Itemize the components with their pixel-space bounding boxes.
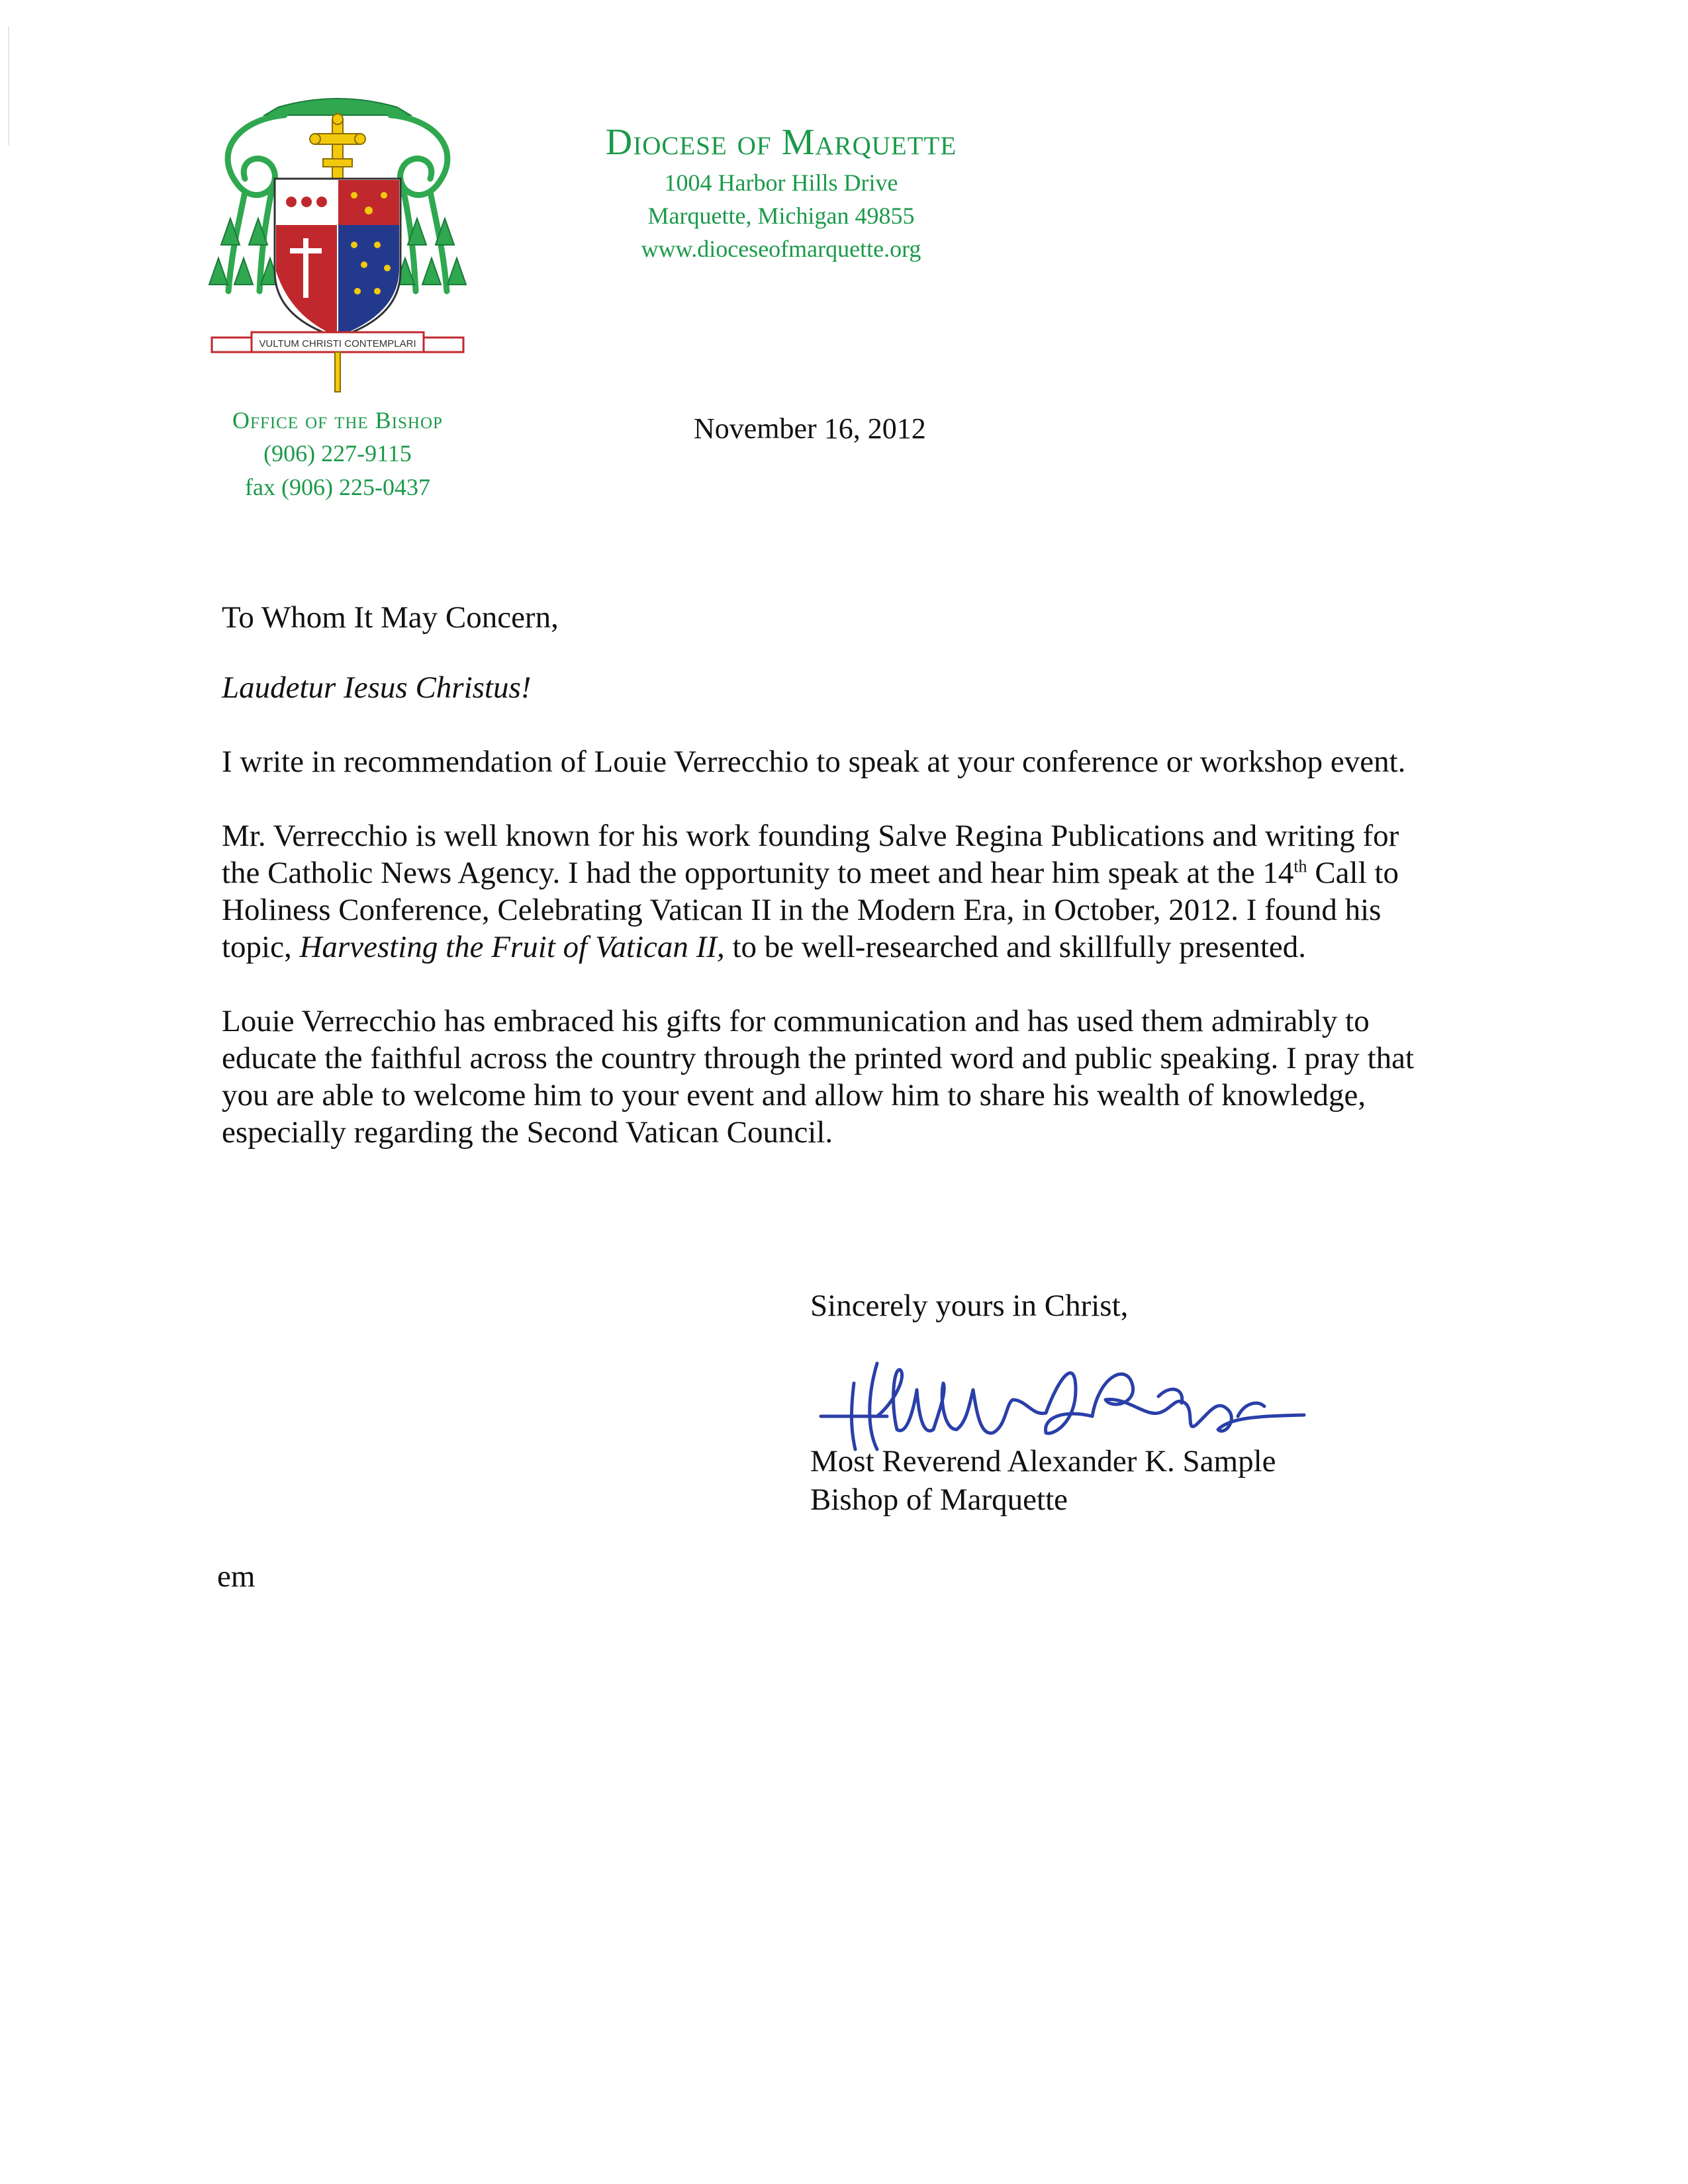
paragraph-2-part-3: to be well-researched and skillfully presented. (724, 930, 1307, 964)
paragraph-2-part-2: Call to Holiness Conference, Celebrating Vatican II in the Modern Era, in October, 2012. I found his topic, (222, 856, 1399, 964)
page-edge-mark (8, 26, 9, 146)
letter-body (222, 599, 1433, 1188)
office-phone: (906) 227-9115 (263, 440, 412, 467)
website-link[interactable]: www.dioceseofmarquette.org (641, 236, 921, 263)
salutation: To Whom It May Concern, (222, 600, 559, 635)
signer-title: Bishop of Marquette (810, 1482, 1068, 1517)
fleur-de-lis-marks (286, 197, 327, 207)
signer-name: Most Reverend Alexander K. Sample (810, 1444, 1276, 1479)
motto-text: VULTUM CHRISTI CONTEMPLARI (259, 338, 416, 349)
paragraph-2-part-1: Mr. Verrecchio is well known for his work founding Salve Regina Publications and writing for the Catholic News Agency. I had the opportunity to meet and hear him speak at the 14 (222, 819, 1399, 890)
typist-initials: em (217, 1559, 256, 1594)
latin-greeting: Laudetur Iesus Christus! (222, 670, 532, 705)
motto-ribbon (212, 332, 463, 352)
diocese-name: Diocese of Marquette (605, 122, 957, 163)
talk-title: Harvesting the Fruit of Vatican II, (299, 930, 725, 964)
shield (275, 179, 400, 338)
coat-of-arms-icon (199, 93, 477, 397)
paragraph-3: Louie Verrecchio has embraced his gifts for communication and has used them admirably to educate the faithful across the country through the printed word and public speaking. I pray that you are able to welcome him to your event and allow him to share his wealth of knowledge, especially regarding the Second Vatican Council. (222, 1004, 1415, 1150)
paragraph-2 (222, 817, 1433, 966)
galero-hat (265, 99, 410, 115)
address-line-2: Marquette, Michigan 49855 (647, 202, 915, 229)
closing: Sincerely yours in Christ, (810, 1289, 1129, 1323)
address-line-1: 1004 Harbor Hills Drive (664, 169, 898, 196)
office-block (172, 404, 503, 504)
office-title: Office of the Bishop (232, 407, 443, 433)
paragraph-1: I write in recommendation of Louie Verrecchio to speak at your conference or workshop event. (222, 745, 1406, 779)
letter-date: November 16, 2012 (694, 412, 926, 445)
gold-cross (310, 114, 365, 179)
ordinal-suffix: th (1293, 856, 1307, 876)
cross-staff (335, 352, 340, 392)
office-fax: fax (906) 225-0437 (245, 473, 430, 500)
letterhead (583, 122, 980, 266)
